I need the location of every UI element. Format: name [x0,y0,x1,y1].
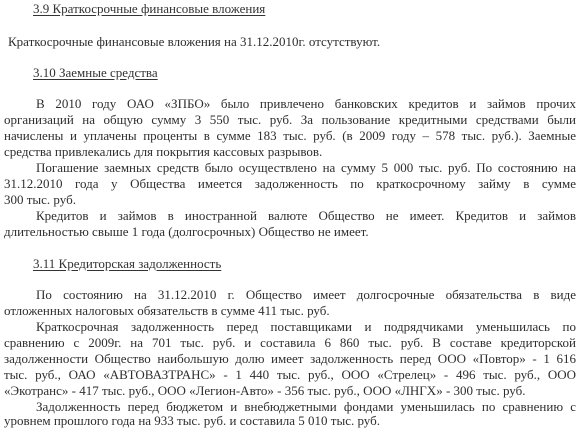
paragraph-line: «Экотранс» - 417 тыс. руб., ООО «Легион-Авто» - 356 тыс. руб., ООО «ЛНГХ» - 300 тыс. руб. [4,383,526,398]
paragraph-line: отложенных налоговых обязательств в сумме 411 тыс. руб. [4,303,330,318]
section-heading-3-10: 3.10 Заемные средства [33,65,158,80]
paragraph-line: Погашение заемных средств было осуществлено на сумму 5 000 тыс. руб. По состоянию на [36,160,576,175]
section-heading-3-11: 3.11 Кредиторская задолженность [33,256,222,271]
paragraph-line: начислены и уплачены проценты в сумме 183 тыс. руб. (в 2009 году – 578 тыс. руб.). Заемные [4,128,576,143]
paragraph-line: Задолженность перед бюджетом и внебюджетными фондами уменьшилась по сравнению с [36,399,576,414]
paragraph-line: задолженности Общество наибольшую долю имеет задолженность перед ООО «Повтор» - 1 616 [4,351,576,366]
paragraph-line: Краткосрочная задолженность перед поставщиками и подрядчиками уменьшилась по [36,319,576,334]
paragraph-line: организаций на общую сумму 3 550 тыс. руб. За пользование кредитными средствами были [4,112,576,127]
paragraph-line: тыс. руб., ОАО «АВТОВАЗТРАНС» - 1 440 тыс. руб., ООО «Стрелец» - 496 тыс. руб., ООО [4,367,576,382]
paragraph-line: сравнению с 2009г. на 701 тыс. руб. и составила 6 860 тыс. руб. В составе кредиторской [4,335,576,350]
paragraph-line: 300 тыс. руб. [4,192,76,207]
section-heading-3-9: 3.9 Краткосрочные финансовые вложения [33,1,266,16]
paragraph-3-9-text: Краткосрочные финансовые вложения на 31.12.2010г. отсутствуют. [8,34,381,49]
paragraph-line: средства привлекались для покрытия кассовых разрывов. [4,144,323,159]
paragraph-line: уровнем прошлого года на 933 тыс. руб. и составила 5 010 тыс. руб. [4,413,380,428]
paragraph-line: 31.12.2010 года у Общества имеется задолженность по краткосрочному займу в сумме [4,176,576,191]
paragraph-line: По состоянию на 31.12.2010 г. Общество имеет долгосрочные обязательства в виде [36,287,576,302]
paragraph-line: длительностью свыше 1 года (долгосрочных) Общество не имеет. [4,224,369,239]
paragraph-line: Кредитов и займов в иностранной валюте Общество не имеет. Кредитов и займов [36,208,576,223]
paragraph-line: В 2010 году ОАО «ЗПБО» было привлечено банковских кредитов и займов прочих [36,96,576,111]
